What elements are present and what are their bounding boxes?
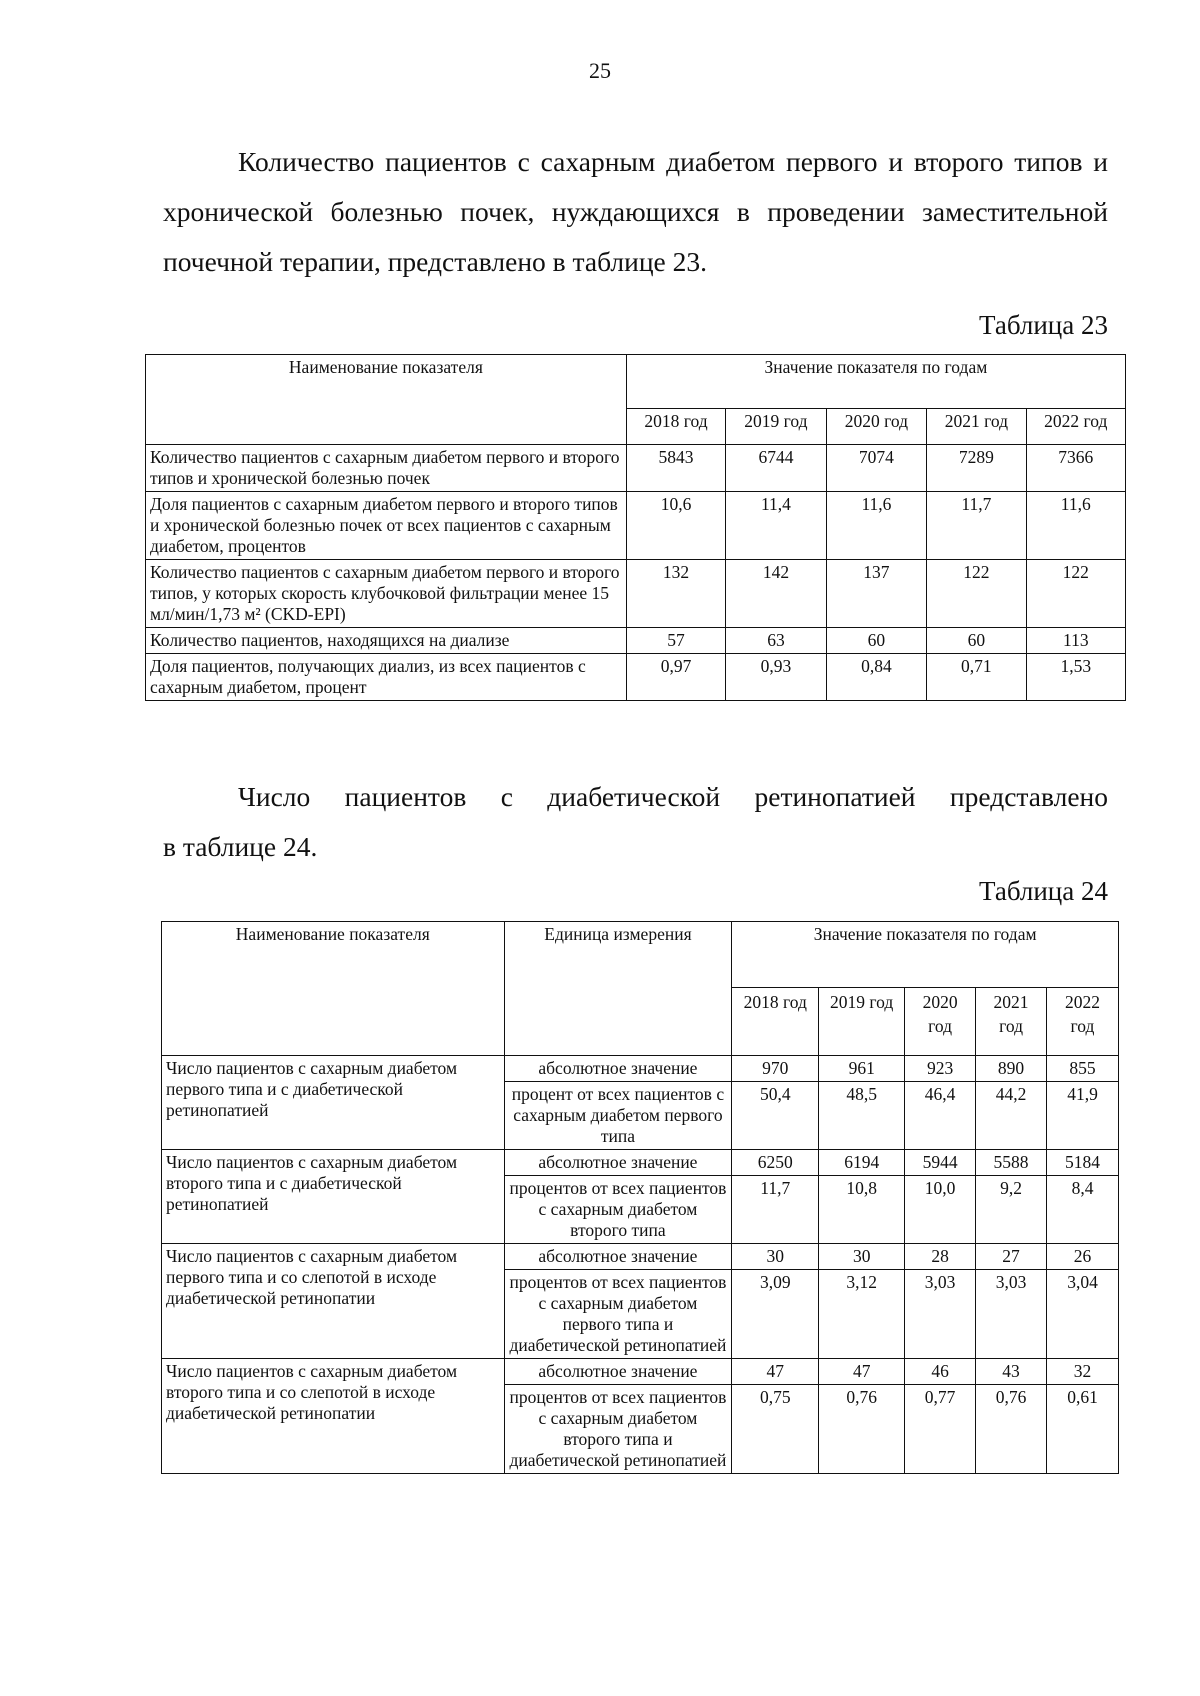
t24-header-unit: Единица измерения — [504, 922, 732, 1056]
t24-header-indicator: Наименование показателя — [162, 922, 505, 1056]
t24-cell: 47 — [732, 1359, 819, 1385]
t23-cell: 11,7 — [927, 492, 1026, 560]
t24-cell: 30 — [819, 1244, 905, 1270]
t24-cell: 46,4 — [905, 1082, 976, 1150]
t24-cell: 28 — [905, 1244, 976, 1270]
t24-year: 2020 год — [905, 988, 976, 1056]
t23-year: 2018 год — [626, 409, 725, 445]
t23-cell: 60 — [826, 628, 926, 654]
t24-unit: процентов от всех пациентов с сахарным диабетом первого типа и диабетической ретинопатией — [504, 1270, 732, 1359]
second-line-1: Число пациентов с диабетической ретинопатией представлено — [238, 781, 1108, 812]
t24-cell: 0,76 — [976, 1385, 1047, 1474]
t24-cell: 3,12 — [819, 1270, 905, 1359]
t24-unit: абсолютное значение — [504, 1150, 732, 1176]
t24-cell: 855 — [1047, 1056, 1119, 1082]
intro-line-3: почечной терапии, представлено в таблице 23. — [163, 246, 708, 277]
intro-line-2: хронической болезнью почек, нуждающихся в проведении заместительной — [163, 196, 1108, 227]
t24-cell: 9,2 — [976, 1176, 1047, 1244]
t23-row-name: Количество пациентов, находящихся на диализе — [146, 628, 627, 654]
t23-cell: 0,97 — [626, 654, 725, 701]
t24-year: 2019 год — [819, 988, 905, 1056]
t24-group-name: Число пациентов с сахарным диабетом второго типа и со слепотой в исходе диабетической ретинопатии — [162, 1359, 505, 1474]
t24-unit: абсолютное значение — [504, 1056, 732, 1082]
t24-cell: 3,03 — [976, 1270, 1047, 1359]
t23-row-name: Количество пациентов с сахарным диабетом первого и второго типов, у которых скорость клубочковой фильтрации менее 15 мл/мин/1,73 м² (CKD-EPI) — [146, 560, 627, 628]
table23-caption: Таблица 23 — [979, 310, 1108, 340]
page-number: 25 — [589, 58, 611, 83]
t24-cell: 48,5 — [819, 1082, 905, 1150]
t24-cell: 0,76 — [819, 1385, 905, 1474]
t23-cell: 7366 — [1026, 445, 1125, 492]
t23-row-name: Доля пациентов, получающих диализ, из всех пациентов с сахарным диабетом, процент — [146, 654, 627, 701]
t23-cell: 10,6 — [626, 492, 725, 560]
t23-cell: 132 — [626, 560, 725, 628]
t23-cell: 142 — [726, 560, 826, 628]
t23-cell: 60 — [927, 628, 1026, 654]
t23-cell: 113 — [1026, 628, 1125, 654]
t24-cell: 11,7 — [732, 1176, 819, 1244]
t24-cell: 970 — [732, 1056, 819, 1082]
t23-cell: 57 — [626, 628, 725, 654]
t23-year: 2021 год — [927, 409, 1026, 445]
t24-cell: 10,8 — [819, 1176, 905, 1244]
t24-unit: процент от всех пациентов с сахарным диабетом первого типа — [504, 1082, 732, 1150]
t24-header-values: Значение показателя по годам — [732, 922, 1119, 988]
t23-cell: 7074 — [826, 445, 926, 492]
t23-cell: 7289 — [927, 445, 1026, 492]
table-row — [162, 1244, 1119, 1270]
t23-cell: 6744 — [726, 445, 826, 492]
t24-cell: 0,77 — [905, 1385, 976, 1474]
t24-unit: процентов от всех пациентов с сахарным диабетом второго типа и диабетической ретинопатией — [504, 1385, 732, 1474]
table-row — [162, 1150, 1119, 1176]
t24-cell: 41,9 — [1047, 1082, 1119, 1150]
t24-group-name: Число пациентов с сахарным диабетом первого типа и со слепотой в исходе диабетической ретинопатии — [162, 1244, 505, 1359]
t23-row-name: Количество пациентов с сахарным диабетом первого и второго типов и хронической болезнью почек — [146, 445, 627, 492]
table24-caption: Таблица 24 — [979, 876, 1108, 906]
t23-cell: 1,53 — [1026, 654, 1125, 701]
t24-cell: 5184 — [1047, 1150, 1119, 1176]
t24-cell: 43 — [976, 1359, 1047, 1385]
t23-cell: 11,6 — [1026, 492, 1125, 560]
t24-cell: 3,09 — [732, 1270, 819, 1359]
t24-cell: 5588 — [976, 1150, 1047, 1176]
table-row — [162, 1359, 1119, 1385]
t24-cell: 961 — [819, 1056, 905, 1082]
t24-cell: 3,04 — [1047, 1270, 1119, 1359]
t23-cell: 63 — [726, 628, 826, 654]
t24-group-name: Число пациентов с сахарным диабетом первого типа и с диабетической ретинопатией — [162, 1056, 505, 1150]
t23-cell: 137 — [826, 560, 926, 628]
t23-year: 2022 год — [1026, 409, 1125, 445]
t24-unit: процентов от всех пациентов с сахарным диабетом второго типа — [504, 1176, 732, 1244]
intro-paragraph — [163, 137, 1108, 287]
t24-cell: 32 — [1047, 1359, 1119, 1385]
t23-row-name: Доля пациентов с сахарным диабетом первого и второго типов и хронической болезнью почек от всех пациентов с сахарным диабетом, процентов — [146, 492, 627, 560]
t24-cell: 8,4 — [1047, 1176, 1119, 1244]
t24-cell: 0,75 — [732, 1385, 819, 1474]
table-23 — [145, 354, 1126, 701]
t24-unit: абсолютное значение — [504, 1244, 732, 1270]
second-line-2: в таблице 24. — [163, 831, 318, 862]
t23-cell: 122 — [1026, 560, 1125, 628]
t23-cell: 122 — [927, 560, 1026, 628]
table-row — [146, 654, 1126, 701]
t24-group-name: Число пациентов с сахарным диабетом второго типа и с диабетической ретинопатией — [162, 1150, 505, 1244]
t24-cell: 44,2 — [976, 1082, 1047, 1150]
t24-year: 2018 год — [732, 988, 819, 1056]
intro-line-1: Количество пациентов с сахарным диабетом первого и второго типов и — [238, 146, 1108, 177]
t23-header-indicator: Наименование показателя — [146, 355, 627, 445]
t23-cell: 0,93 — [726, 654, 826, 701]
t24-cell: 10,0 — [905, 1176, 976, 1244]
t23-cell: 5843 — [626, 445, 725, 492]
t24-cell: 5944 — [905, 1150, 976, 1176]
t24-unit: абсолютное значение — [504, 1359, 732, 1385]
t23-cell: 0,71 — [927, 654, 1026, 701]
table-row — [146, 560, 1126, 628]
t23-cell: 0,84 — [826, 654, 926, 701]
t24-cell: 26 — [1047, 1244, 1119, 1270]
t24-year: 2021 год — [976, 988, 1047, 1056]
t23-cell: 11,4 — [726, 492, 826, 560]
t24-cell: 46 — [905, 1359, 976, 1385]
table-row — [146, 628, 1126, 654]
t24-cell: 3,03 — [905, 1270, 976, 1359]
t24-cell: 27 — [976, 1244, 1047, 1270]
t24-year: 2022 год — [1047, 988, 1119, 1056]
t24-cell: 890 — [976, 1056, 1047, 1082]
t24-cell: 0,61 — [1047, 1385, 1119, 1474]
t23-year: 2019 год — [726, 409, 826, 445]
t24-cell: 6250 — [732, 1150, 819, 1176]
t24-cell: 50,4 — [732, 1082, 819, 1150]
t23-year: 2020 год — [826, 409, 926, 445]
table-row — [162, 1056, 1119, 1082]
t24-cell: 923 — [905, 1056, 976, 1082]
table-24 — [161, 921, 1119, 1474]
second-paragraph — [163, 772, 1108, 872]
table-row — [146, 445, 1126, 492]
t23-cell: 11,6 — [826, 492, 926, 560]
t24-cell: 47 — [819, 1359, 905, 1385]
t24-cell: 30 — [732, 1244, 819, 1270]
table-row — [146, 492, 1126, 560]
t24-cell: 6194 — [819, 1150, 905, 1176]
t23-header-values: Значение показателя по годам — [626, 355, 1125, 409]
